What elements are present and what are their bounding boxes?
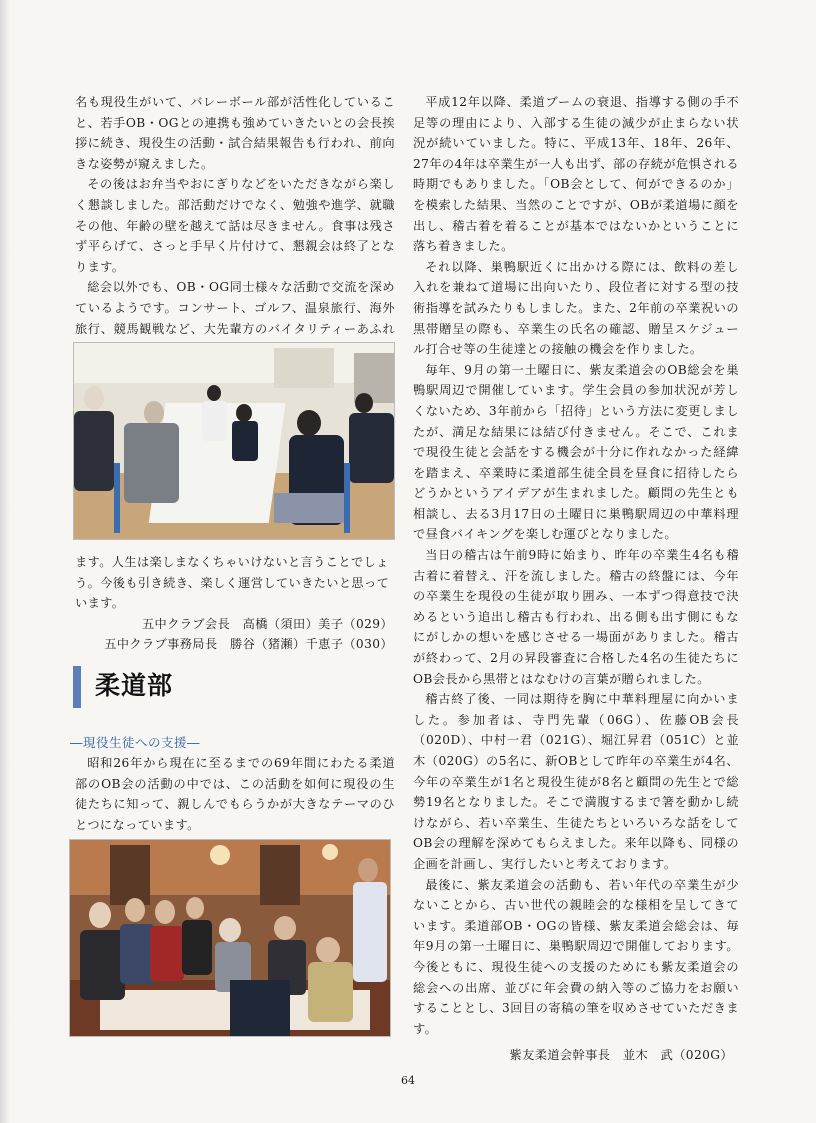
signature: 五中クラブ会長 高橋（須田）美子（029） — [141, 616, 393, 631]
restaurant-photo — [69, 839, 391, 1037]
paragraph: 毎年、9月の第一土曜日に、紫友柔道会のOB総会を巣鴨駅周辺で開催しています。学生会員の参加状況が芳しくないため、3年前から「招待」という方法に変更しましたが、満足な結果には結び付きません。そこで、これまで現役生徒と会話をする機会が十分に作れなかった経緯を踏まえ、卒業時に柔道部生徒全員を昼食に招待したらどうかというアイデアが生まれました。顧問の先生とも相談し、去る3月17日の土曜日に巣鴨駅周辺の中華料理で昼食バイキングを楽しむ運びとなりました。 — [413, 362, 739, 542]
paragraph: 昭和26年から現在に至るまでの69年間にわたる柔道部のOB会の活動の中では、この活動を如何に現役の生徒たちに知って、親しんでもらうかが大きなテーマのひとつになっています。 — [75, 756, 395, 832]
section-title: 柔道部 — [95, 671, 174, 700]
paragraph: 平成12年以降、柔道ブームの衰退、指導する側の手不足等の理由により、入部する生徒の減少が止まらない状況が続いていました。特に、平成13年、18年、26年、27年の4年は卒業生が一人も出ず、部の存続が危惧される時期でもありました。「OB会として、何ができるのか」を模索した結果、当然のことですが、OBが柔道場に顔を出し、稽古着を着ることが基本ではないかということに落ち着きました。 — [413, 95, 739, 254]
paragraph: 最後に、紫友柔道会の活動も、若い年代の卒業生が少ないことから、古い世代の親睦会的な様相を呈してきています。柔道部OB・OGの皆様、紫友柔道会総会は、毎年9月の第一土曜日に、巣鴨駅周辺で開催しております。今後ともに、現役生徒への支援のためにも紫友柔道会の総会への出席、並びに年会費の納入等のご協力をお願いすることとし、3回目の寄稿の筆を収めさせていただきます。 — [413, 877, 739, 1036]
section-accent-bar — [73, 666, 81, 708]
section-heading — [73, 664, 393, 708]
paragraph: 名も現役生がいて、バレーボール部が活性化していること、若手OB・OGとの連携も強めていきたいとの会長挨拶に続き、現役生の活動・試合結果報告も行われ、前向きな姿勢が窺えました。 — [75, 95, 395, 171]
left-column-top — [75, 92, 395, 380]
signature: 五中クラブ事務局長 勝谷（猪瀬）千恵子（030） — [104, 637, 393, 652]
paragraph: 稽古終了後、一同は期待を胸に中華料理屋に向かいました。参加者は、寺門先輩（06G）、佐藤OB会長（020D）、中村一君（021G）、堀江昇君（051C）と並木（020G）の5名に、新OBとして昨年の卒業生が4名、今年の卒業生が1名と現役生徒が8名と顧問の先生とで総勢19名となりました。そこで満腹するまで箸を動かし続けながら、若い卒業生、生徒たちといろいろな話をしてOB会の理解を深めてもらえました。来年以降も、同様の企画を計画し、実行したいと考えております。 — [413, 692, 739, 871]
subsection-title: ―現役生徒への支援― — [70, 735, 201, 750]
judo-intro — [75, 753, 395, 835]
paragraph: それ以降、巣鴨駅近くに出かける際には、飲料の差し入れを兼ねて道場に出向いたり、段位者に対する型の技術指導を試みたりもしました。また、2年前の卒業祝いの黒帯贈呈の際も、卒業生の氏名の確認、贈呈スケジュール打合せ等の生徒達との接触の機会を作りました。 — [413, 259, 739, 357]
restaurant-photo-image — [70, 840, 390, 1036]
page-edge — [0, 0, 10, 1123]
meeting-photo-image — [74, 343, 394, 539]
page-number: 64 — [401, 1074, 415, 1087]
right-column — [413, 92, 739, 1066]
paragraph: 当日の稽古は午前9時に始まり、昨年の卒業生4名も稽古着に着替え、汗を流しました。稽古の終盤には、今年の卒業生を現役の生徒が取り囲み、一本ずつ得意技で決めるという追出し稽古も行われ、出る側も出す側にもなにがしかの想いを感じさせる一場面がありました。稽古が終わって、2月の昇段審査に合格した4名の生徒たちにOB会長から黒帯とはなむけの言葉が贈られました。 — [413, 548, 739, 686]
paragraph: 総会以外でも、OB・OG同士様々な活動で交流を深めているようです。コンサート、ゴルフ、温泉旅行、海外旅行、競馬観戦など、大先輩方のバイタリティーあふれ — [75, 280, 395, 336]
signature: 紫友柔道会幹事長 並木 武（020G） — [509, 1048, 733, 1063]
meeting-photo — [73, 342, 395, 540]
paragraph: その後はお弁当やおにぎりなどをいただきながら楽しく懇談しました。部活動だけでなく、勉強や進学、就職その他、年齢の壁を越えて話は尽きません。食事は残さず平らげて、さっと手早く片付けて、懇親会は終了となります。 — [75, 177, 395, 274]
left-column-after-photo — [75, 552, 395, 655]
paragraph: ます。人生は楽しまなくちゃいけないと言うことでしょう。今後も引き続き、楽しく運営していきたいと思っています。 — [75, 555, 390, 611]
